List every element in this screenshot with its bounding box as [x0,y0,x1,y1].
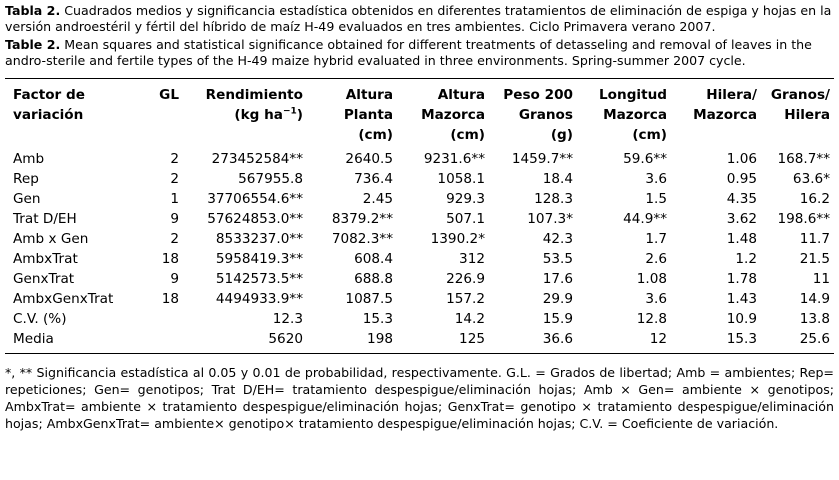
caption-spanish-label: Tabla 2. [5,3,61,18]
cell-granos-hilera: 11.7 [799,231,830,247]
cell-longitud-mazorca: 1.7 [645,231,667,247]
cell-rendimiento: 37706554.6** [207,191,303,207]
cell-longitud-mazorca: 3.6 [645,171,667,187]
table-row [5,189,834,209]
cell-factor: Amb x Gen [13,231,89,247]
caption-spanish [5,3,834,35]
cell-gl: 9 [170,271,179,287]
cell-longitud-mazorca: 2.6 [645,251,667,267]
cell-factor: Trat D/EH [13,211,77,227]
cell-hilera-mazorca: 1.78 [726,271,757,287]
cell-altura-mazorca: 157.2 [446,291,485,307]
cell-rendimiento: 4494933.9** [215,291,303,307]
cell-altura-planta: 2640.5 [345,151,393,167]
table-row [5,229,834,249]
table-row [5,169,834,189]
cell-hilera-mazorca: 0.95 [726,171,757,187]
cell-rendimiento: 5620 [268,331,303,347]
table-row [5,249,834,269]
header-granos-hilera: Granos/ Hilera [770,87,830,123]
cell-peso-granos: 128.3 [534,191,573,207]
cell-rendimiento: 273452584** [211,151,303,167]
cell-gl: 18 [161,291,179,307]
header-altura-planta: Altura Planta (cm) [343,87,393,143]
cell-rendimiento: 57624853.0** [207,211,303,227]
cell-hilera-mazorca: 10.9 [726,311,757,327]
cell-peso-granos: 18.4 [542,171,573,187]
cell-granos-hilera: 198.6** [777,211,830,227]
cell-peso-granos: 53.5 [542,251,573,267]
cell-altura-planta: 688.8 [354,271,393,287]
table-row [5,145,834,169]
cell-gl: 2 [170,171,179,187]
cell-granos-hilera: 168.7** [777,151,830,167]
header-gl: GL [159,87,179,103]
cell-altura-mazorca: 125 [459,331,485,347]
cell-altura-planta: 1087.5 [345,291,393,307]
cell-granos-hilera: 14.9 [799,291,830,307]
cell-factor: Media [13,331,54,347]
cell-peso-granos: 36.6 [542,331,573,347]
cell-peso-granos: 17.6 [542,271,573,287]
cell-altura-planta: 608.4 [354,251,393,267]
header-factor: Factor de variación [13,87,85,123]
cell-factor: GenxTrat [13,271,75,287]
cell-factor: AmbxTrat [13,251,78,267]
cell-gl [135,309,183,329]
cell-longitud-mazorca: 3.6 [645,291,667,307]
cell-gl: 1 [170,191,179,207]
cell-longitud-mazorca: 12.8 [636,311,667,327]
cell-peso-granos: 29.9 [542,291,573,307]
cell-hilera-mazorca: 4.35 [726,191,757,207]
cell-altura-mazorca: 1058.1 [437,171,485,187]
table-row [5,329,834,353]
cell-granos-hilera: 21.5 [799,251,830,267]
cell-granos-hilera: 11 [812,271,830,287]
header-rendimiento: Rendimiento (kg $ha^{-1}$) [205,87,303,123]
cell-altura-planta: 7082.3** [331,231,393,247]
cell-hilera-mazorca: 3.62 [726,211,757,227]
cell-hilera-mazorca: 1.48 [726,231,757,247]
cell-altura-mazorca: 507.1 [446,211,485,227]
mean-squares-table [5,79,834,353]
cell-rendimiento: 12.3 [272,311,303,327]
cell-altura-mazorca: 1390.2* [430,231,485,247]
cell-factor: C.V. (%) [13,311,67,327]
cell-granos-hilera: 16.2 [799,191,830,207]
cell-altura-planta: 736.4 [354,171,393,187]
cell-altura-planta: 15.3 [362,311,393,327]
cell-rendimiento: 5142573.5** [215,271,303,287]
cell-altura-planta: 2.45 [362,191,393,207]
table-row [5,309,834,329]
cell-factor: Gen [13,191,41,207]
cell-longitud-mazorca: 1.5 [645,191,667,207]
cell-altura-mazorca: 929.3 [446,191,485,207]
cell-granos-hilera: 13.8 [799,311,830,327]
cell-altura-planta: 198 [367,331,393,347]
table-row [5,269,834,289]
cell-altura-mazorca: 226.9 [446,271,485,287]
cell-granos-hilera: 25.6 [799,331,830,347]
table-row [5,209,834,229]
cell-factor: Rep [13,171,39,187]
cell-hilera-mazorca: 15.3 [726,331,757,347]
cell-longitud-mazorca: 59.6** [623,151,667,167]
table-footnote: *, ** Significancia estadística al 0.05 y 0.01 de probabilidad, respectivamente. G.L. = Grados de libertad; Amb = ambientes; Rep= repeticiones; Gen= genotipos; Trat D/EH= tratamiento despespigue/eliminación hojas; Amb × Gen= ambiente × genotipos; AmbxTrat= ambiente × tratamiento despespigue/eliminación hojas; GenxTrat= genotipo × tratamiento despespigue/eliminación hojas; AmbxGenxTrat= ambiente× genotipo× tratamiento despespigue/eliminación hojas; C.V. = Coeficiente de variación. [5,365,834,431]
cell-gl: 9 [170,211,179,227]
cell-factor: AmbxGenxTrat [13,291,114,307]
table-row [5,289,834,309]
header-altura-mazorca: Altura Mazorca (cm) [421,87,485,143]
cell-gl [135,329,183,353]
cell-peso-granos: 15.9 [542,311,573,327]
cell-gl: 2 [170,151,179,167]
cell-longitud-mazorca: 44.9** [623,211,667,227]
cell-gl: 18 [161,251,179,267]
cell-gl: 2 [170,231,179,247]
cell-rendimiento: 567955.8 [238,171,303,187]
caption-spanish-text: Cuadrados medios y significancia estadística obtenidos en diferentes tratamientos de eliminación de espiga y hojas en la versión androestéril y fértil del híbrido de maíz H-49 evaluados en tres ambientes. Ciclo Primavera verano 2007. [5,3,832,34]
table-header [5,79,834,145]
cell-peso-granos: 1459.7** [511,151,573,167]
cell-rendimiento: 5958419.3** [215,251,303,267]
caption-english [5,37,834,69]
cell-altura-mazorca: 14.2 [454,311,485,327]
cell-hilera-mazorca: 1.2 [735,251,757,267]
cell-hilera-mazorca: 1.43 [726,291,757,307]
caption-english-label: Table 2. [5,37,61,52]
cell-altura-planta: 8379.2** [331,211,393,227]
cell-peso-granos: 42.3 [542,231,573,247]
cell-peso-granos: 107.3* [527,211,573,227]
cell-altura-mazorca: 312 [459,251,485,267]
cell-longitud-mazorca: 1.08 [636,271,667,287]
caption-english-text: Mean squares and statistical significance obtained for different treatments of detasseling and removal of leaves in the andro-sterile and fertile types of the H-49 maize hybrid evaluated in three environments. Spring-summer 2007 cycle. [5,37,812,68]
header-hilera-mazorca: Hilera/ Mazorca [693,87,757,123]
cell-hilera-mazorca: 1.06 [726,151,757,167]
header-peso-granos: Peso 200 Granos (g) [503,87,573,143]
cell-longitud-mazorca: 12 [649,331,667,347]
table-body [5,145,834,353]
cell-rendimiento: 8533237.0** [215,231,303,247]
header-longitud-mazorca: Longitud Mazorca (cm) [599,87,667,143]
cell-granos-hilera: 63.6* [792,171,830,187]
cell-factor: Amb [13,151,45,167]
cell-altura-mazorca: 9231.6** [423,151,485,167]
